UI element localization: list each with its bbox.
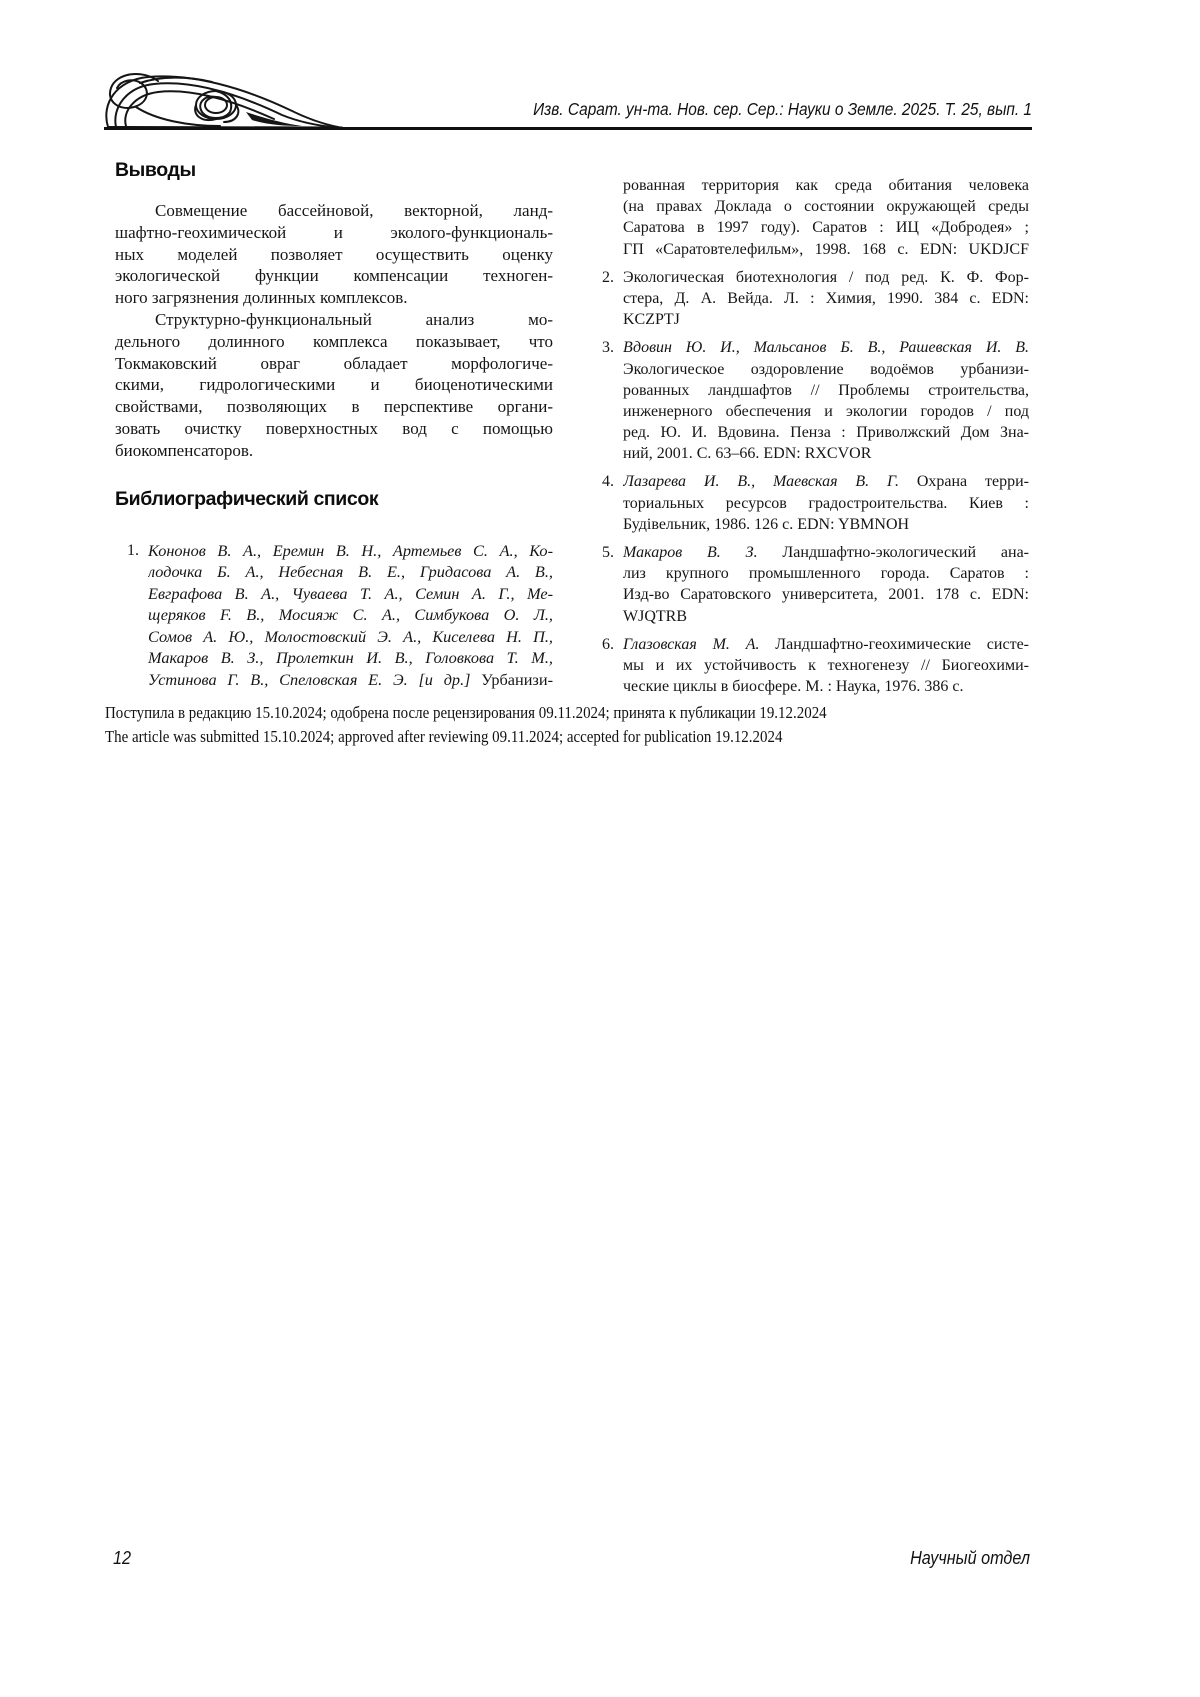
section-label: Научный отдел [910,1548,1030,1568]
reference-item [602,471,1029,535]
reference-line [623,175,1029,196]
reference-line [148,583,553,605]
reference-line [623,217,1029,238]
reference-text: Будівельник, 1986. 126 с. EDN: YBMNOH [623,515,910,533]
reference-text: Ландшафтно-экологический ана- [757,544,1029,561]
reference-text: Экологическое оздоровление водоёмов урбанизи- [623,360,1029,378]
reference-number: 6. [602,635,614,653]
body-line: ных моделей позволяет осуществить оценку [115,244,553,264]
reference-line [623,443,1029,464]
reference-list-right [602,175,1029,697]
reference-line [623,380,1029,401]
reference-number: 2. [602,268,614,286]
reference-text: ториальных ресурсов градостроительства. Киев : [623,494,1029,512]
reference-line [623,676,1029,697]
page-number: 12 [113,1548,132,1568]
reference-text: ний, 2001. С. 63–66. EDN: RXCVOR [623,445,872,463]
reference-line [148,540,553,562]
reference-line [623,267,1029,288]
reference-authors: Вдовин Ю. И., Мальсанов Б. В., Рашевская И. В. [623,339,1029,357]
reference-line [623,542,1029,563]
reference-text: лиз крупного промышленного города. Саратов : [623,565,1029,583]
reference-authors: Макаров В. З., Пролеткин И. В., Головкова Т. М., [148,648,553,668]
reference-item [602,267,1029,331]
reference-line [148,647,553,669]
reference-authors: Кононов В. А., Еремин В. Н., Артемьев С. А., Ко- [148,540,553,560]
reference-line [623,288,1029,309]
left-column [115,158,553,697]
reference-line [623,196,1029,217]
body-line: ного загрязнения долинных комплексов. [115,288,408,308]
body-line: Токмаковский овраг обладает морфологиче- [115,353,553,373]
dates-russian: Поступила в редакцию 15.10.2024; одобрена после рецензирования 09.11.2024; принята к публикации 19.12.2024 [105,703,827,722]
reference-line [623,606,1029,627]
reference-authors: Лазарева И. В., Маевская В. Г. [623,473,899,491]
reference-text: Урбанизи- [470,669,553,689]
reference-text: ред. Ю. И. Вдовина. Пенза : Приволжский Дом Зна- [623,424,1029,442]
reference-text: инженерного обеспечения и экологии городов / под [623,402,1029,420]
reference-line [623,584,1029,605]
reference-text: Ландшафтно-геохимические систе- [759,635,1029,653]
ornament-flourish-icon [96,68,348,132]
reference-authors: щеряков F. В., Мосияж С. А., Симбукова О. Л., [148,605,553,625]
reference-authors: Устинова Г. В., Спеловская Е. Э. [и др.] [148,669,471,689]
reference-authors: Глазовская М. А. [623,635,760,653]
article-dates [105,701,950,748]
reference-line [623,471,1029,492]
reference-number: 3. [602,339,614,357]
conclusions-paragraphs [115,200,553,462]
reference-number: 4. [602,473,614,491]
reference-text: Изд-во Саратовского университета, 2001. 178 с. EDN: [623,586,1029,604]
reference-text: KCZPTJ [623,311,680,329]
right-column [602,175,1029,704]
reference-item [127,540,553,691]
reference-item [623,175,1029,260]
reference-number: 1. [127,541,139,559]
body-paragraph [115,200,553,309]
reference-line [623,401,1029,422]
reference-text: (на правах Доклада о состоянии окружающей среды [623,198,1029,216]
reference-text: рованная территория как среда обитания человека [623,177,1029,194]
reference-line [623,309,1029,330]
body-line: экологической функции компенсации техноген- [115,266,553,286]
reference-line [623,337,1029,358]
reference-line [623,563,1029,584]
reference-item [602,634,1029,698]
reference-text: мы и их устойчивость к техногенезу // Биогеохими- [623,656,1029,674]
reference-line [148,604,553,626]
header-rule [104,127,1032,130]
reference-line [623,514,1029,535]
body-line: Структурно-функциональный анализ мо- [155,309,553,329]
reference-number: 5. [602,544,614,561]
reference-line [623,655,1029,676]
reference-line [148,626,553,648]
body-line: Совмещение бассейновой, векторной, ланд- [155,201,553,220]
reference-line [623,359,1029,380]
body-line: дельного долинного комплекса показывает, что [115,331,553,351]
body-line: шафтно-геохимической и эколого-функциональ- [115,222,553,242]
body-line: свойствами, позволяющих в перспективе органи- [115,397,553,417]
reference-line [623,493,1029,514]
body-line: зовать очистку поверхностных вод с помощью [115,418,553,438]
reference-list-left [127,540,553,691]
reference-item [602,337,1029,464]
reference-authors: Макаров В. З. [623,544,758,561]
reference-authors: лодочка Б. А., Небесная В. Е., Гридасова А. В., [148,562,553,582]
dates-english: The article was submitted 15.10.2024; approved after reviewing 09.11.2024; accepted for publication 19.12.2024 [105,726,783,746]
bibliography-heading: Библиографический список [115,487,379,510]
reference-text: Экологическая биотехнология / под ред. К. Ф. Фор- [623,268,1029,286]
reference-line [623,634,1029,655]
journal-running-title: Изв. Сарат. ун-та. Нов. сер. Сер.: Науки о Земле. 2025. Т. 25, вып. 1 [533,99,1032,119]
conclusions-heading: Выводы [115,159,196,181]
body-paragraph [115,309,553,462]
body-line: биокомпенсаторов. [115,440,254,460]
reference-item [602,542,1029,627]
reference-text: рованных ландшафтов // Проблемы строительства, [623,381,1029,399]
reference-authors: Евграфова В. А., Чуваева Т. А., Семин А. Г., Ме- [148,583,553,603]
reference-authors: Сомов А. Ю., Молостовский Э. А., Киселева Н. П., [148,626,553,646]
reference-text: ГП «Саратовтелефильм», 1998. 168 с. EDN: UKDJCF [623,240,1029,258]
reference-line [148,669,553,691]
reference-line [623,239,1029,260]
reference-text: стера, Д. А. Вейда. Л. : Химия, 1990. 384 с. EDN: [623,289,1029,307]
reference-text: Охрана терри- [898,473,1029,491]
reference-line [148,561,553,583]
reference-text: Саратова в 1997 году). Саратов : ИЦ «Добродея» ; [623,219,1029,237]
reference-line [623,422,1029,443]
reference-text: WJQTRB [623,607,687,625]
body-line: скими, гидрологическими и биоценотическими [115,375,553,395]
reference-text: ческие циклы в биосфере. М. : Наука, 1976. 386 с. [623,678,964,696]
